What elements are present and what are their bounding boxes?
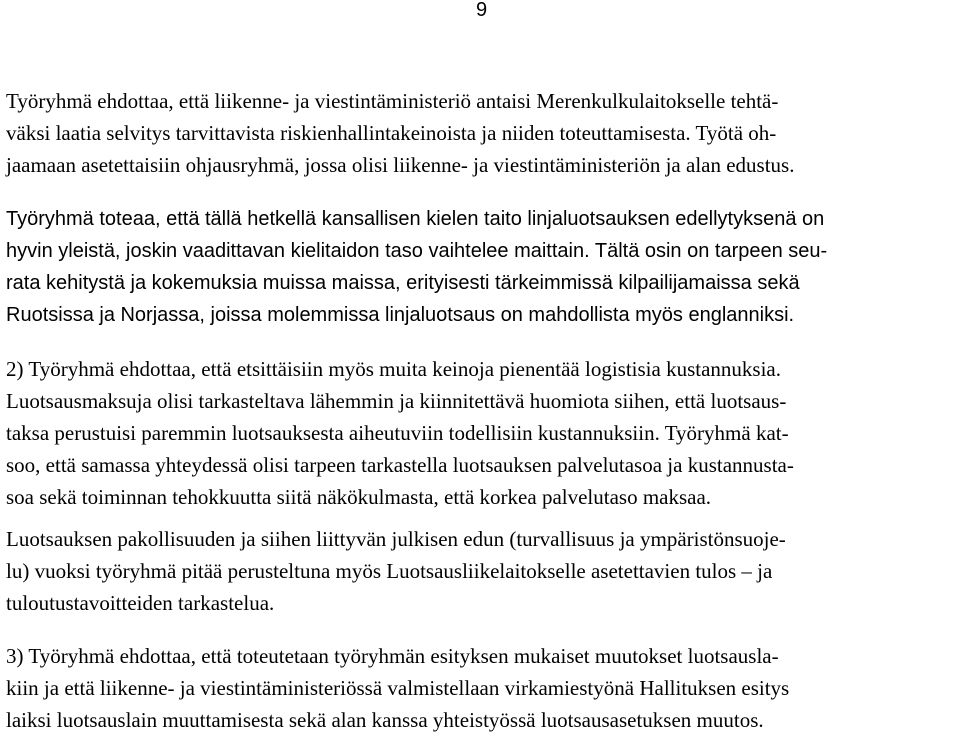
text-line: kiin ja että liikenne- ja viestintäministeriössä valmistellaan virkamiestyönä Hallituksen esitys — [6, 676, 790, 700]
page-number: 9 — [476, 0, 488, 21]
text-line: Luotsauksen pakollisuuden ja siihen liittyvän julkisen edun (turvallisuus ja ympäristönsuoje- — [6, 527, 786, 551]
text-line: tuloutustavoitteiden tarkastelua. — [6, 591, 275, 615]
paragraph-riskienhallinta — [6, 85, 960, 181]
text-line: Luotsausmaksuja olisi tarkasteltava lähemmin ja kiinnitettävä huomiota siihen, että luotsaus- — [6, 389, 787, 413]
text-line: laiksi luotsauslain muuttamisesta sekä alan kanssa yhteistyössä luotsausasetuksen muutos. — [6, 708, 764, 732]
text-line: soo, että samassa yhteydessä olisi tarpeen tarkastella luotsauksen palvelutasoa ja kustannusta- — [6, 453, 794, 477]
paragraph-kielitaito — [6, 203, 960, 331]
text-line: jaamaan asetettaisiin ohjausryhmä, jossa olisi liikenne- ja viestintäministeriön ja alan edustus. — [6, 153, 795, 177]
text-line: väksi laatia selvitys tarvittavista riskienhallintakeinoista ja niiden toteuttamisesta. Työtä oh- — [6, 121, 777, 145]
text-line: rata kehitystä ja kokemuksia muissa maissa, erityisesti tärkeimmissä kilpailijamaissa sekä — [6, 272, 800, 294]
text-line: taksa perustuisi paremmin luotsauksesta aiheutuviin todellisiin kustannuksiin. Työryhmä kat- — [6, 421, 789, 445]
text-line: soa sekä toiminnan tehokkuutta siitä näkökulmasta, että korkea palvelutaso maksaa. — [6, 485, 712, 509]
text-line: Työryhmä ehdottaa, että liikenne- ja viestintäministeriö antaisi Merenkulkulaitokselle tehtä- — [6, 89, 779, 113]
text-line: 3) Työryhmä ehdottaa, että toteutetaan työryhmän esityksen mukaiset muutokset luotsausla- — [6, 644, 779, 668]
text-line: lu) vuoksi työryhmä pitää perusteltuna myös Luotsausliikelaitokselle asetettavien tulos – ja — [6, 559, 773, 583]
text-line: hyvin yleistä, joskin vaadittavan kielitaidon taso vaihtelee maittain. Tältä osin on tarpeen seu- — [6, 240, 828, 262]
paragraph-luotsauslaki — [6, 640, 960, 736]
text-line: 2) Työryhmä ehdottaa, että etsittäisiin myös muita keinoja pienentää logistisia kustannuksia. — [6, 357, 781, 381]
paragraph-pakollisuus — [6, 523, 960, 619]
text-line: Ruotsissa ja Norjassa, joissa molemmissa linjaluotsaus on mahdollista myös englanniksi. — [6, 304, 795, 326]
paragraph-logistiset-kustannukset — [6, 353, 960, 513]
text-line: Työryhmä toteaa, että tällä hetkellä kansallisen kielen taito linjaluotsauksen edellytyksenä on — [6, 208, 825, 230]
